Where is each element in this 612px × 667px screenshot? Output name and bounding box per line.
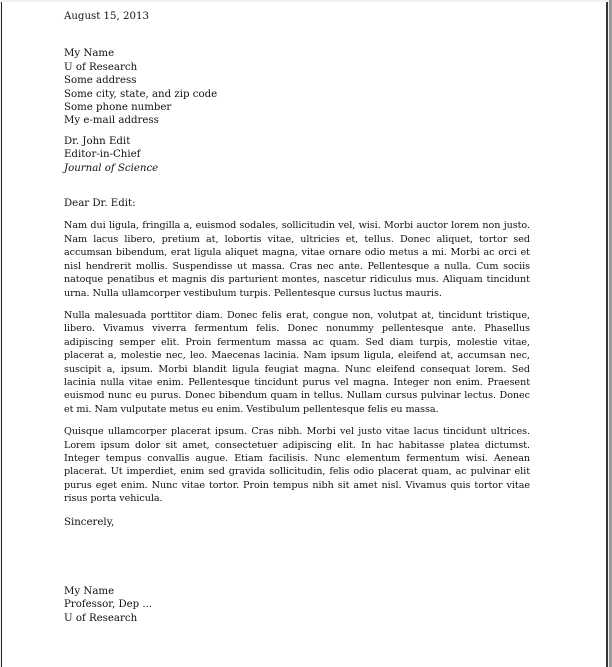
sender-address: Some address bbox=[64, 75, 137, 87]
letter-content bbox=[64, 10, 530, 625]
sender-email: My e-mail address bbox=[64, 115, 159, 127]
letter-page bbox=[1, 2, 608, 667]
recipient-title: Editor-in-Chief bbox=[64, 149, 141, 161]
closing: Sincerely, bbox=[64, 516, 115, 528]
signature-institution: U of Research bbox=[64, 612, 138, 624]
letter-date: August 15, 2013 bbox=[64, 11, 149, 22]
body-paragraph-2: Nulla malesuada porttitor diam. Donec felis erat, congue non, volutpat at, tincidunt tristique, libero. Vivamus viverra fermentum felis. Donec nonummy pellentesque ante. Phasellus adipiscing semper elit. Proin fermentum massa ac quam. Sed diam turpis, molestie vitae, placerat a, molestie nec, leo. Maecenas lacinia. Nam ipsum ligula, eleifend at, accumsan nec, suscipit a, ipsum. Morbi blandit ligula feugiat magna. Nunc eleifend consequat lorem. Sed lacinia nulla vitae enim. Pellentesque tincidunt purus vel magna. Integer non enim. Praesent euismod nunc eu purus. Donec bibendum quam in tellus. Nullam cursus pulvinar lectus. Donec et mi. Nam vulputate metus eu enim. Vestibulum pellentesque felis eu massa. bbox=[64, 309, 530, 415]
sender-phone: Some phone number bbox=[64, 102, 172, 114]
recipient-address-block bbox=[64, 135, 530, 175]
body-paragraph-3: Quisque ullamcorper placerat ipsum. Cras nibh. Morbi vel justo vitae lacus tincidunt ultrices. Lorem ipsum dolor sit amet, consectetuer adipiscing elit. In hac habitasse platea dictumst. Integer tempus convallis augue. Etiam facilisis. Nunc elementum fermentum wisi. Aenean placerat. Ut imperdiet, enim sed gravida sollicitudin, felis odio placerat quam, ac pulvinar elit purus eget enim. Nunc vitae tortor. Proin tempus nibh sit amet nisl. Vivamus quis tortor vitae risus porta vehicula. bbox=[64, 426, 530, 505]
recipient-journal: Journal of Science bbox=[64, 162, 159, 174]
salutation: Dear Dr. Edit: bbox=[64, 198, 136, 210]
signature-position: Professor, Dep ... bbox=[64, 599, 153, 611]
sender-name: My Name bbox=[64, 48, 115, 60]
sender-institution: U of Research bbox=[64, 61, 138, 73]
sender-city-state-zip: Some city, state, and zip code bbox=[64, 88, 218, 100]
signature-block bbox=[64, 585, 530, 625]
signature-name: My Name bbox=[64, 586, 115, 597]
sender-address-block bbox=[64, 47, 530, 127]
body-paragraph-1: Nam dui ligula, fringilla a, euismod sodales, sollicitudin vel, wisi. Morbi auctor lorem non justo. Nam lacus libero, pretium at, lobortis vitae, ultricies et, tellus. Donec aliquet, tortor sed accumsan bibendum, erat ligula aliquet magna, vitae ornare odio metus a mi. Morbi ac orci et nisl hendrerit mollis. Suspendisse ut massa. Cras nec ante. Pellentesque a nulla. Cum sociis natoque penatibus et magnis dis parturient montes, nascetur ridiculus mus. Aliquam tincidunt urna. Nulla ullamcorper vestibulum turpis. Pellentesque cursus luctus mauris. bbox=[64, 220, 530, 299]
recipient-name: Dr. John Edit bbox=[64, 135, 131, 147]
